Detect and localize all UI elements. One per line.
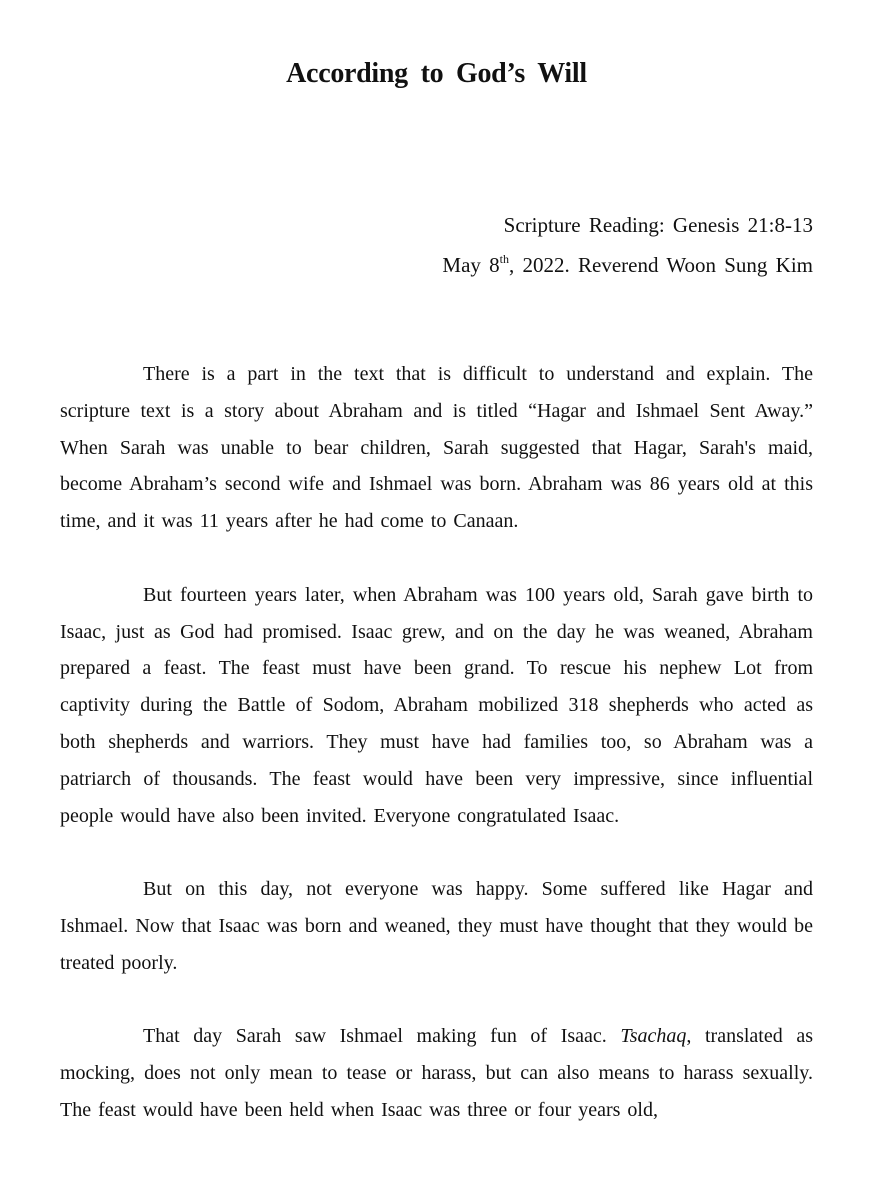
sermon-body	[60, 356, 813, 1166]
hebrew-term: Tsachaq	[620, 1025, 687, 1048]
sermon-meta	[442, 205, 813, 285]
paragraph-4-rest: , translated as mocking, does not only mean to tease or harass, but can also means to harass sexually. The feast would have been held when Isaac was three or four years old,	[60, 1025, 813, 1121]
scripture-reading: Scripture Reading: Genesis 21:8-13	[503, 213, 813, 237]
paragraph-4-lead: That day Sarah saw Ishmael making fun of Isaac.	[143, 1025, 621, 1048]
paragraph-1: There is a part in the text that is difficult to understand and explain. The scripture text is a story about Abraham and is titled “Hagar and Ishmael Sent Away.” When Sarah was unable to bear children, Sarah suggested that Hagar, Sarah's maid, become Abraham’s second wife and Ishmael was born. Abraham was 86 years old at this time, and it was 11 years after he had come to Canaan.	[60, 363, 813, 533]
date-preacher-line	[442, 245, 813, 285]
date-ordinal-suffix: th	[499, 252, 509, 266]
date-month-day: May 8	[442, 253, 500, 277]
paragraph-3: But on this day, not everyone was happy. Some suffered like Hagar and Ishmael. Now that Isaac was born and weaned, they must have thought that they would be treated poorly.	[60, 878, 813, 974]
date-year-preacher: , 2022. Reverend Woon Sung Kim	[509, 253, 813, 277]
document-title: According to God’s Will	[286, 58, 587, 89]
paragraph-2: But fourteen years later, when Abraham was 100 years old, Sarah gave birth to Isaac, just as God had promised. Isaac grew, and on the day he was weaned, Abraham prepared a feast. The feast must have been grand. To rescue his nephew Lot from captivity during the Battle of Sodom, Abraham mobilized 318 shepherds who acted as both shepherds and warriors. They must have had families too, so Abraham was a patriarch of thousands. The feast would have been very impressive, since influential people would have also been invited. Everyone congratulated Isaac.	[60, 583, 813, 827]
paragraph-4	[60, 1018, 813, 1128]
